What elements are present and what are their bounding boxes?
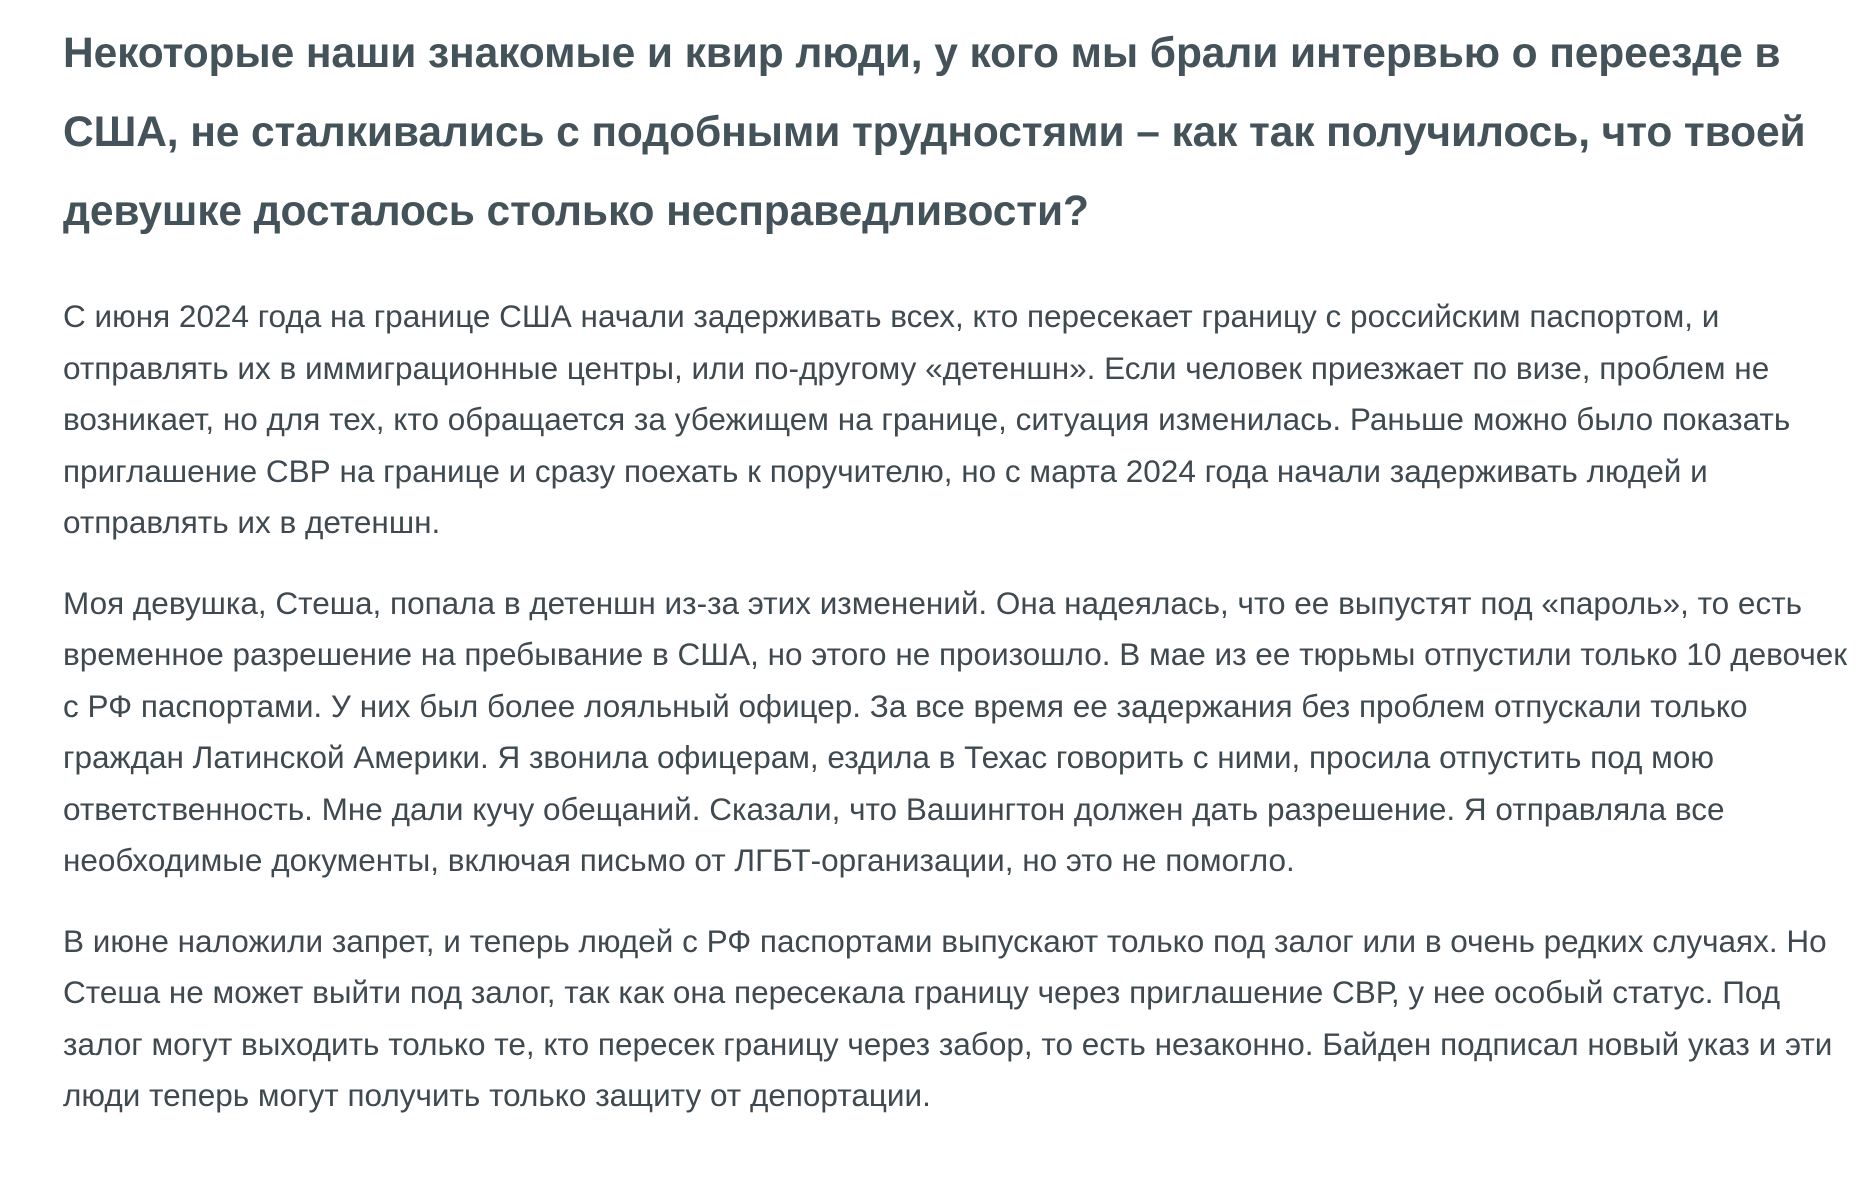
article-heading: Некоторые наши знакомые и квир люди, у кого мы брали интервью о переезде в США, не сталкивались с подобными трудностями – как так получилось, что твоей девушке досталось столько несправедливости? <box>63 30 1806 235</box>
paragraph: С июня 2024 года на границе США начали задерживать всех, кто пересекает границу с российским паспортом, и отправлять их в иммиграционные центры, или по-другому «детеншн». Если человек приезжает по визе, проблем не возникает, но для тех, кто обращается за убежищем на границе, ситуация изменилась. Раньше можно было показать приглашение СВР на границе и сразу поехать к поручителю, но с марта 2024 года начали задерживать людей и отправлять их в детеншн. <box>63 298 1791 540</box>
paragraph: В июне наложили запрет, и теперь людей с РФ паспортами выпускают только под залог или в очень редких случаях. Но Стеша не может выйти под залог, так как она пересекала границу через приглашение СВР, у нее особый статус. Под залог могут выходить только те, кто пересек границу через забор, то есть незаконно. Байден подписал новый указ и эти люди теперь могут получить только защиту от депортации. <box>63 922 1833 1113</box>
article-body <box>63 291 1853 1122</box>
paragraph: Моя девушка, Стеша, попала в детеншн из-за этих изменений. Она надеялась, что ее выпустят под «пароль», то есть временное разрешение на пребывание в США, но этого не произошло. В мае из ее тюрьмы отпустили только 10 девочек с РФ паспортами. У них был более лояльный офицер. За все время ее задержания без проблем отпускали только граждан Латинской Америки. Я звонила офицерам, ездила в Техас говорить с ними, просила отпустить под мою ответственность. Мне дали кучу обещаний. Сказали, что Вашингтон должен дать разрешение. Я отправляла все необходимые документы, включая письмо от ЛГБТ-организации, но это не помогло. <box>63 584 1848 878</box>
